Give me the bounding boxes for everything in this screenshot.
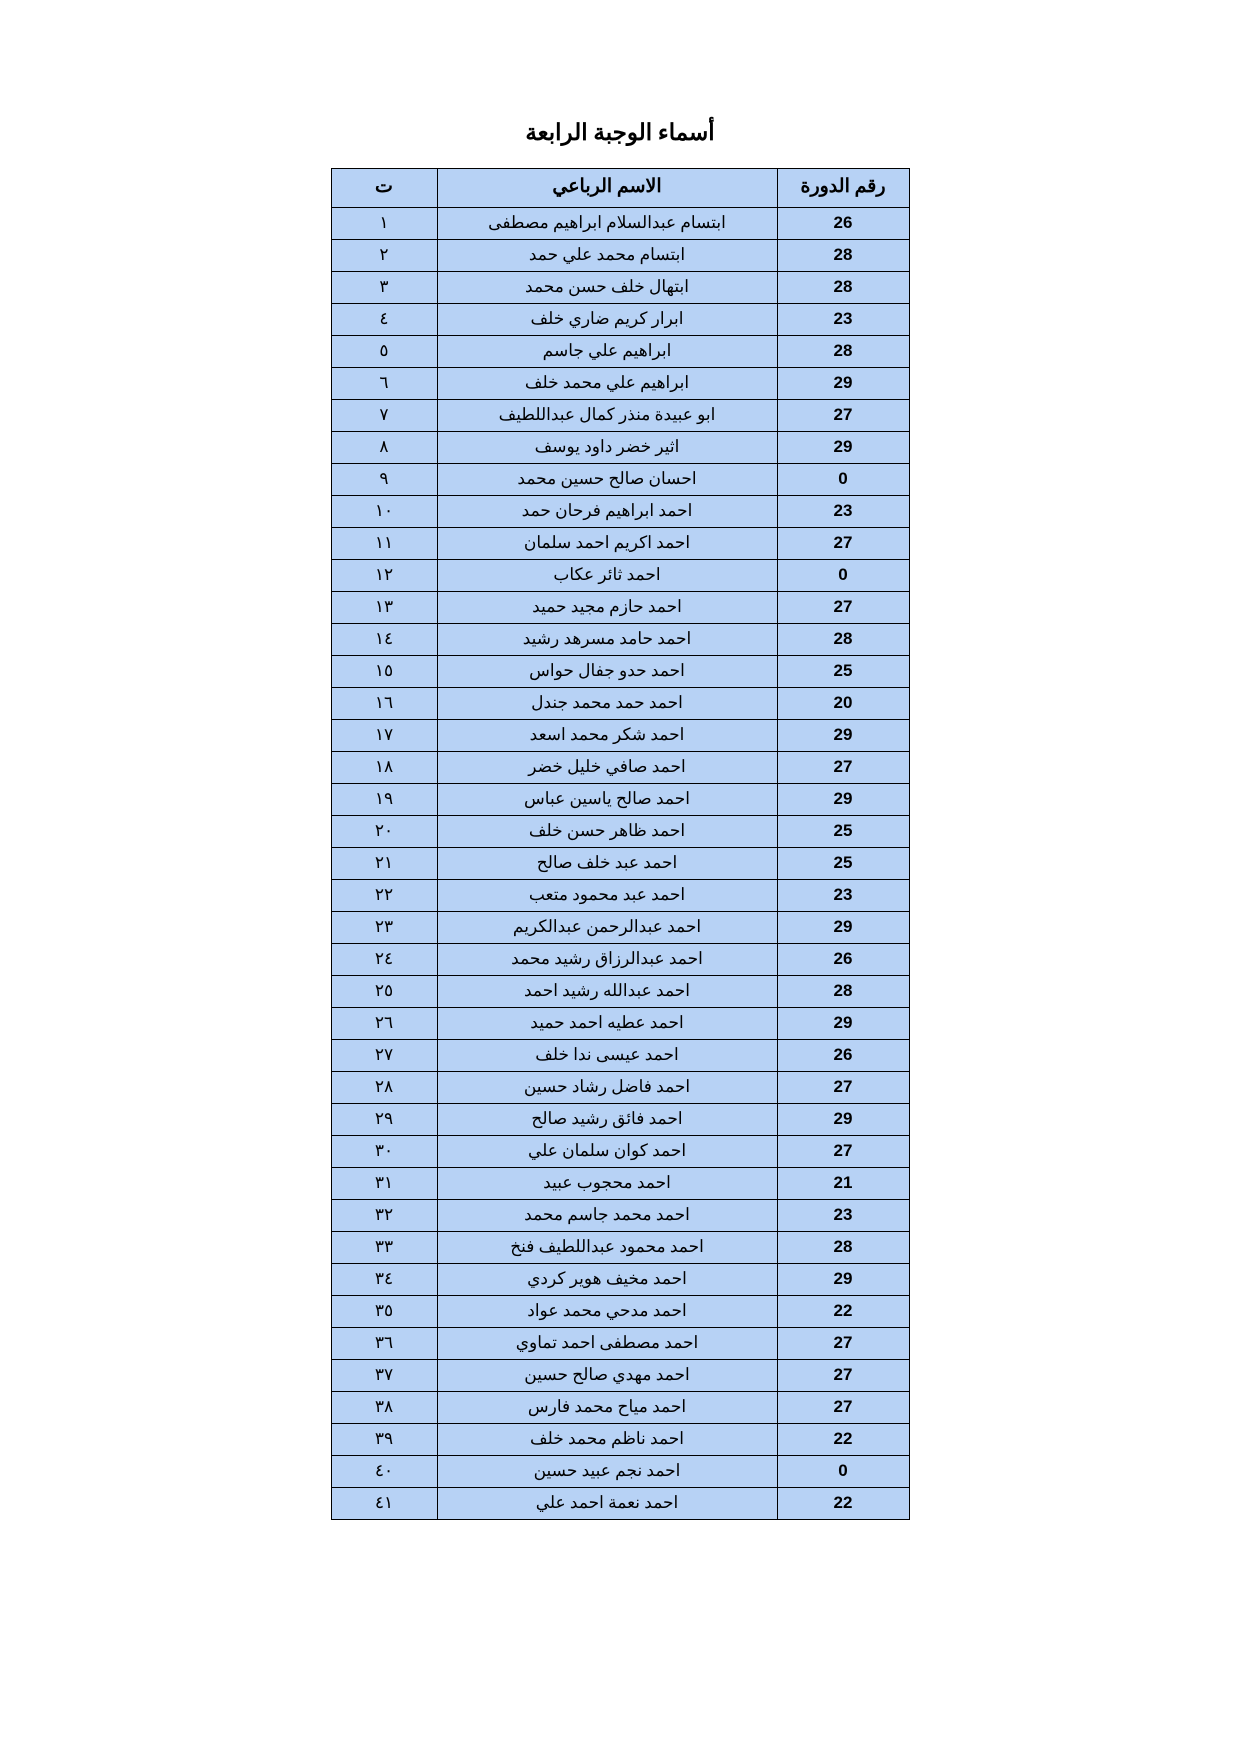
table-row [331, 912, 909, 944]
table-row [331, 496, 909, 528]
table-header [331, 169, 909, 208]
cell-course-number: 27 [777, 752, 909, 784]
cell-full-name: احمد مهدي صالح حسين [437, 1360, 777, 1392]
cell-course-number: 29 [777, 720, 909, 752]
cell-full-name: احمد مياح محمد فارس [437, 1392, 777, 1424]
cell-index: ١٨ [331, 752, 437, 784]
cell-course-number: 27 [777, 400, 909, 432]
cell-index: ٣٢ [331, 1200, 437, 1232]
cell-index: ١٧ [331, 720, 437, 752]
cell-course-number: 21 [777, 1168, 909, 1200]
cell-course-number: 29 [777, 1264, 909, 1296]
cell-index: ٢٣ [331, 912, 437, 944]
cell-course-number: 29 [777, 432, 909, 464]
cell-index: ٢ [331, 240, 437, 272]
cell-full-name: احمد عبد خلف صالح [437, 848, 777, 880]
cell-full-name: ابراهيم علي محمد خلف [437, 368, 777, 400]
column-header-name: الاسم الرباعي [437, 169, 777, 208]
table-row [331, 304, 909, 336]
cell-full-name: احمد حامد مسرهد رشيد [437, 624, 777, 656]
page-title: أسماء الوجبة الرابعة [525, 120, 715, 145]
cell-index: ٢١ [331, 848, 437, 880]
cell-course-number: 29 [777, 784, 909, 816]
table-row [331, 1264, 909, 1296]
cell-course-number: 28 [777, 1232, 909, 1264]
cell-index: ٤ [331, 304, 437, 336]
cell-index: ٣٩ [331, 1424, 437, 1456]
cell-index: ٤١ [331, 1488, 437, 1520]
table-row [331, 880, 909, 912]
table-row [331, 400, 909, 432]
table-row [331, 336, 909, 368]
table-row [331, 1104, 909, 1136]
table-row [331, 464, 909, 496]
cell-full-name: احمد مخيف هوير كردي [437, 1264, 777, 1296]
cell-full-name: احمد ناظم محمد خلف [437, 1424, 777, 1456]
cell-index: ٣٠ [331, 1136, 437, 1168]
cell-index: ١٣ [331, 592, 437, 624]
table-row [331, 272, 909, 304]
cell-full-name: احمد عبدالله رشيد احمد [437, 976, 777, 1008]
cell-index: ٣٧ [331, 1360, 437, 1392]
cell-index: ١٠ [331, 496, 437, 528]
cell-course-number: 28 [777, 240, 909, 272]
table-row [331, 1488, 909, 1520]
cell-full-name: احمد ظاهر حسن خلف [437, 816, 777, 848]
cell-course-number: 20 [777, 688, 909, 720]
cell-full-name: ابتسام عبدالسلام ابراهيم مصطفى [437, 208, 777, 240]
cell-index: ٣٤ [331, 1264, 437, 1296]
table-row [331, 208, 909, 240]
cell-index: ٧ [331, 400, 437, 432]
cell-course-number: 28 [777, 624, 909, 656]
cell-course-number: 27 [777, 1328, 909, 1360]
table-row [331, 1424, 909, 1456]
table-row [331, 816, 909, 848]
table-row [331, 432, 909, 464]
table-row [331, 752, 909, 784]
table-row [331, 1072, 909, 1104]
cell-full-name: احمد عيسى ندا خلف [437, 1040, 777, 1072]
cell-course-number: 23 [777, 304, 909, 336]
cell-course-number: 25 [777, 656, 909, 688]
cell-course-number: 23 [777, 496, 909, 528]
cell-index: ١٢ [331, 560, 437, 592]
cell-full-name: احمد صالح ياسين عباس [437, 784, 777, 816]
cell-index: ١٦ [331, 688, 437, 720]
cell-full-name: ابرار كريم ضاري خلف [437, 304, 777, 336]
cell-course-number: 29 [777, 1104, 909, 1136]
cell-course-number: 25 [777, 848, 909, 880]
cell-course-number: 28 [777, 336, 909, 368]
cell-index: ٢٠ [331, 816, 437, 848]
cell-full-name: احمد محمود عبداللطيف فنخ [437, 1232, 777, 1264]
table-row [331, 1040, 909, 1072]
table-row [331, 1136, 909, 1168]
table-row [331, 624, 909, 656]
cell-full-name: احمد عبدالرحمن عبدالكريم [437, 912, 777, 944]
cell-course-number: 23 [777, 880, 909, 912]
table-header-row [331, 169, 909, 208]
cell-course-number: 29 [777, 912, 909, 944]
cell-full-name: احمد حازم مجيد حميد [437, 592, 777, 624]
cell-full-name: احمد ثائر عكاب [437, 560, 777, 592]
table-row [331, 1168, 909, 1200]
cell-full-name: احسان صالح حسين محمد [437, 464, 777, 496]
cell-index: ٣٨ [331, 1392, 437, 1424]
cell-course-number: 25 [777, 816, 909, 848]
cell-index: ١٤ [331, 624, 437, 656]
cell-index: ٨ [331, 432, 437, 464]
cell-full-name: احمد محجوب عبيد [437, 1168, 777, 1200]
table-row [331, 368, 909, 400]
table-row [331, 528, 909, 560]
cell-index: ١ [331, 208, 437, 240]
column-header-index: ت [331, 169, 437, 208]
cell-full-name: احمد نجم عبيد حسين [437, 1456, 777, 1488]
table-body [331, 208, 909, 1520]
cell-index: ٣٦ [331, 1328, 437, 1360]
cell-index: ٢٢ [331, 880, 437, 912]
table-row [331, 656, 909, 688]
cell-index: ١٩ [331, 784, 437, 816]
table-row [331, 1392, 909, 1424]
table-row [331, 1008, 909, 1040]
table-row [331, 592, 909, 624]
table-row [331, 1328, 909, 1360]
cell-full-name: احمد مصطفى احمد تماوي [437, 1328, 777, 1360]
table-row [331, 720, 909, 752]
cell-course-number: 29 [777, 1008, 909, 1040]
cell-course-number: 23 [777, 1200, 909, 1232]
cell-index: ٢٧ [331, 1040, 437, 1072]
cell-course-number: 0 [777, 1456, 909, 1488]
table-row [331, 240, 909, 272]
table-row [331, 1456, 909, 1488]
cell-full-name: ابو عبيدة منذر كمال عبداللطيف [437, 400, 777, 432]
table-row [331, 944, 909, 976]
cell-index: ٥ [331, 336, 437, 368]
cell-full-name: احمد نعمة احمد علي [437, 1488, 777, 1520]
table-row [331, 976, 909, 1008]
cell-full-name: ابراهيم علي جاسم [437, 336, 777, 368]
cell-course-number: 27 [777, 1360, 909, 1392]
cell-course-number: 27 [777, 528, 909, 560]
roster-table [331, 168, 910, 1520]
cell-full-name: احمد عبدالرزاق رشيد محمد [437, 944, 777, 976]
cell-course-number: 22 [777, 1424, 909, 1456]
cell-full-name: احمد اكريم احمد سلمان [437, 528, 777, 560]
cell-index: ٣١ [331, 1168, 437, 1200]
cell-full-name: اثير خضر داود يوسف [437, 432, 777, 464]
cell-full-name: احمد مدحي محمد عواد [437, 1296, 777, 1328]
cell-full-name: احمد صافي خليل خضر [437, 752, 777, 784]
table-row [331, 1360, 909, 1392]
cell-course-number: 0 [777, 464, 909, 496]
cell-course-number: 26 [777, 208, 909, 240]
cell-course-number: 27 [777, 592, 909, 624]
cell-index: ١١ [331, 528, 437, 560]
cell-course-number: 22 [777, 1296, 909, 1328]
cell-course-number: 29 [777, 368, 909, 400]
cell-course-number: 28 [777, 272, 909, 304]
cell-index: ٤٠ [331, 1456, 437, 1488]
cell-index: ٣ [331, 272, 437, 304]
cell-full-name: احمد عبد محمود متعب [437, 880, 777, 912]
cell-full-name: احمد حمد محمد جندل [437, 688, 777, 720]
cell-index: ٢٨ [331, 1072, 437, 1104]
cell-index: ٣٣ [331, 1232, 437, 1264]
cell-index: ٣٥ [331, 1296, 437, 1328]
cell-full-name: احمد محمد جاسم محمد [437, 1200, 777, 1232]
cell-course-number: 27 [777, 1072, 909, 1104]
cell-index: ٢٤ [331, 944, 437, 976]
cell-index: ٢٦ [331, 1008, 437, 1040]
cell-course-number: 26 [777, 1040, 909, 1072]
table-row [331, 1200, 909, 1232]
cell-full-name: احمد فائق رشيد صالح [437, 1104, 777, 1136]
table-row [331, 1296, 909, 1328]
cell-full-name: احمد حدو جفال حواس [437, 656, 777, 688]
table-row [331, 1232, 909, 1264]
cell-course-number: 28 [777, 976, 909, 1008]
table-row [331, 848, 909, 880]
cell-full-name: ابتهال خلف حسن محمد [437, 272, 777, 304]
cell-full-name: احمد عطيه احمد حميد [437, 1008, 777, 1040]
cell-full-name: احمد شكر محمد اسعد [437, 720, 777, 752]
cell-index: ١٥ [331, 656, 437, 688]
cell-index: ٢٥ [331, 976, 437, 1008]
roster-table-container [0, 168, 1240, 1520]
cell-course-number: 22 [777, 1488, 909, 1520]
cell-course-number: 26 [777, 944, 909, 976]
cell-course-number: 27 [777, 1392, 909, 1424]
column-header-course: رقم الدورة [777, 169, 909, 208]
table-row [331, 784, 909, 816]
cell-index: ٩ [331, 464, 437, 496]
cell-full-name: احمد فاضل رشاد حسين [437, 1072, 777, 1104]
cell-index: ٦ [331, 368, 437, 400]
cell-index: ٢٩ [331, 1104, 437, 1136]
table-row [331, 560, 909, 592]
cell-full-name: احمد ابراهيم فرحان حمد [437, 496, 777, 528]
cell-course-number: 27 [777, 1136, 909, 1168]
table-row [331, 688, 909, 720]
cell-course-number: 0 [777, 560, 909, 592]
cell-full-name: احمد كوان سلمان علي [437, 1136, 777, 1168]
cell-full-name: ابتسام محمد علي حمد [437, 240, 777, 272]
